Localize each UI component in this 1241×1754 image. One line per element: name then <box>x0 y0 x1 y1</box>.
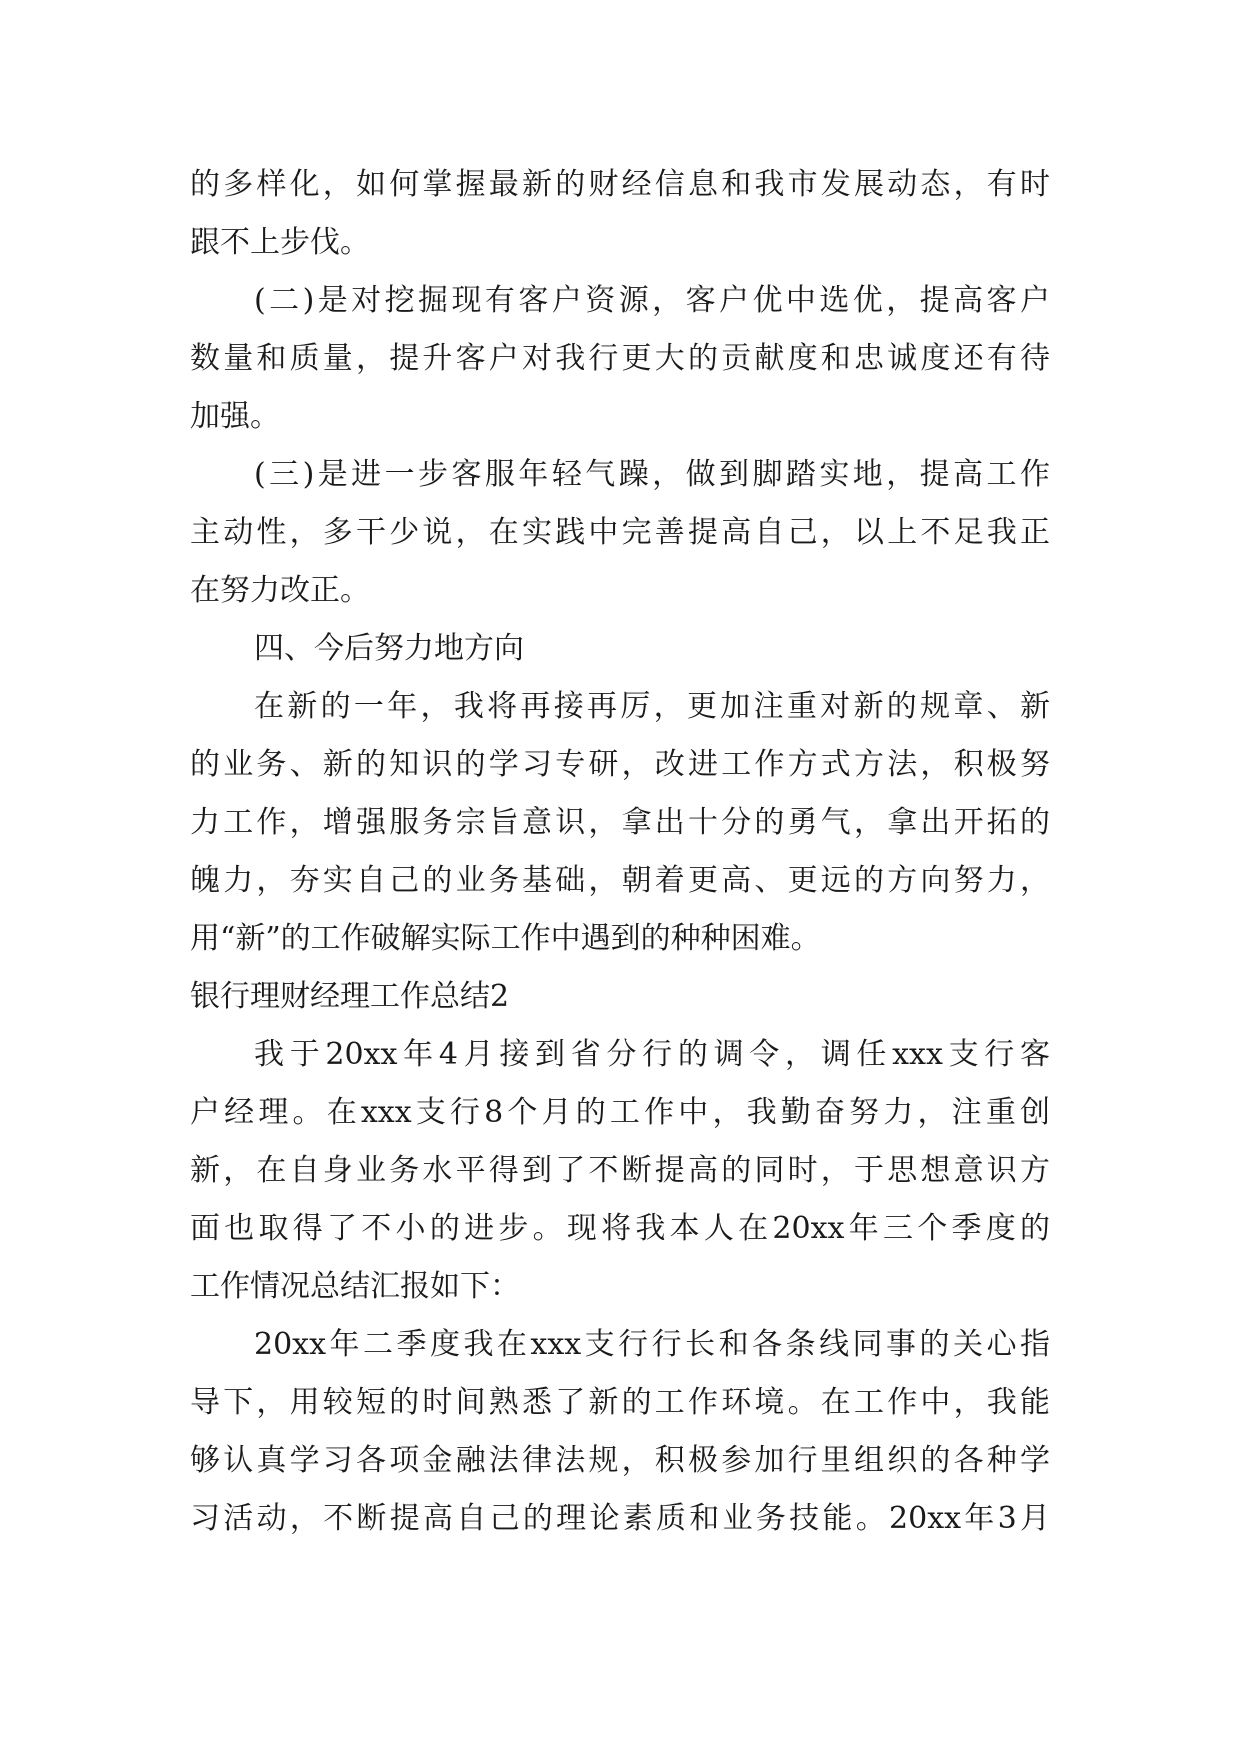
text-line: 我于20xx年4月接到省分行的调令，调任xxx支行客 <box>254 1037 1050 1072</box>
text-line: 面也取得了不小的进步。现将我本人在20xx年三个季度的 <box>190 1211 1050 1246</box>
text-line: 够认真学习各项金融法律法规，积极参加行里组织的各种学 <box>190 1443 1050 1478</box>
document-title: 银行理财经理工作总结2 <box>190 979 510 1014</box>
text-line: 工作情况总结汇报如下： <box>190 1269 520 1304</box>
text-line: 20xx年二季度我在xxx支行行长和各条线同事的关心指 <box>254 1327 1050 1362</box>
text-line: 习活动，不断提高自己的理论素质和业务技能。20xx年3月 <box>190 1501 1050 1536</box>
text-line: 跟不上步伐。 <box>190 225 370 260</box>
text-line: 主动性，多干少说，在实践中完善提高自己，以上不足我正 <box>190 515 1050 550</box>
text-line: 用“新”的工作破解实际工作中遇到的种种困难。 <box>190 921 821 956</box>
text-line: 的业务、新的知识的学习专研，改进工作方式方法，积极努 <box>190 747 1050 782</box>
text-line: 户经理。在xxx支行8个月的工作中，我勤奋努力，注重创 <box>190 1095 1050 1130</box>
text-line: 加强。 <box>190 399 280 434</box>
text-line: 在新的一年，我将再接再厉，更加注重对新的规章、新 <box>254 689 1050 724</box>
text-line: (二)是对挖掘现有客户资源，客户优中选优，提高客户 <box>254 283 1050 318</box>
text-line: 力工作，增强服务宗旨意识，拿出十分的勇气，拿出开拓的 <box>190 805 1050 840</box>
text-line: 导下，用较短的时间熟悉了新的工作环境。在工作中，我能 <box>190 1385 1050 1420</box>
section-heading: 四、今后努力地方向 <box>254 631 524 666</box>
text-line: 数量和质量，提升客户对我行更大的贡献度和忠诚度还有待 <box>190 341 1050 376</box>
text-line: (三)是进一步客服年轻气躁，做到脚踏实地，提高工作 <box>254 457 1050 492</box>
text-line: 的多样化，如何掌握最新的财经信息和我市发展动态，有时 <box>190 167 1050 202</box>
text-line: 在努力改正。 <box>190 573 370 608</box>
text-line: 新，在自身业务水平得到了不断提高的同时，于思想意识方 <box>190 1153 1050 1188</box>
text-line: 魄力，夯实自己的业务基础，朝着更高、更远的方向努力， <box>190 863 1050 898</box>
